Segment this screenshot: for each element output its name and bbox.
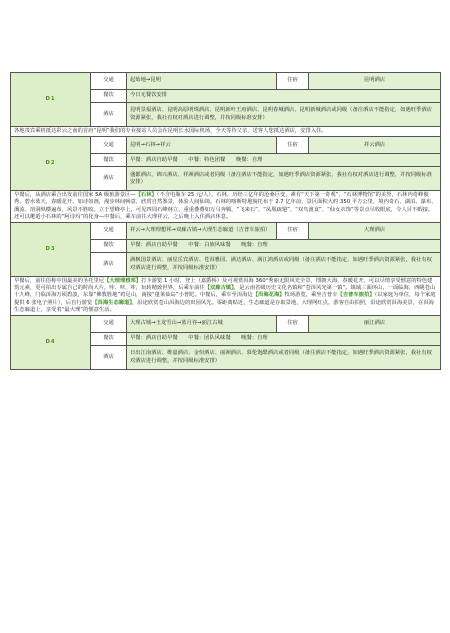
- stay-value: 丽江酒店: [309, 316, 441, 333]
- day-code: D3: [11, 223, 91, 277]
- meals-label: 餐饮: [91, 90, 127, 103]
- description-text: （不含电瓶车 25 元/人）。石林，历经三亿年的沧桑巨变，素有“天下第一奇观”、“石林博物馆”的美誉，石林内奇峰俊秀，碧水蓝天，春暖花开，如诗如画，漫步林间畅意，欣赏自然鉴景，体验人间仙境。石林的喀斯特地貌托布于 2.7 亿年前，景区面积大约 350 平方公里，境内奇石、湖泊、瀑布、溪流、溶洞纵横遍布，风景不胜收。立于望峰亭上，可见四周石峰林立，重重叠叠如万马奔腾，“飞来石”、“凤凰疏翅”、“双鸟渡食”、“仙女衣饰”等景点尽收眼底，令人目不暇接。还可以邂逅小石林的“阿诗玛”的化身—中餐后，乘车前往大理祥云，之后晚上入住酒店休息。: [14, 192, 437, 220]
- meals-value: 今日无餐饮安排: [127, 90, 441, 103]
- day-header-row: [11, 137, 441, 154]
- day-code: D1: [11, 73, 91, 127]
- description-text: 早餐后，前往俗称中国最美的圣托里尼: [14, 278, 105, 285]
- hotel-label: 酒店: [91, 167, 127, 191]
- transport-value: 起始地→昆明: [127, 73, 277, 90]
- itinerary-table: [10, 72, 441, 370]
- hotel-label: 酒店: [91, 103, 127, 127]
- meals-label: 餐饮: [91, 154, 127, 167]
- stay-label: 住宿: [277, 223, 309, 240]
- meals-value: 早餐：酒店自助早餐 中餐：白族风味餐 晚餐：自理: [127, 240, 441, 253]
- day-description: [11, 191, 441, 223]
- day-description-row: [11, 191, 441, 223]
- highlight-attraction: 【石林】: [135, 192, 157, 199]
- transport-label: 交通: [91, 316, 127, 333]
- day-header-row: [11, 223, 441, 240]
- description-text: ，是云南省级历史文化名镇和“苍洱风光第一镇”。镇域三面环山，一面临海，西眺苍山十九峰，门临洱海万顷碧波，东靠“佛教胜地”鸡足山，南接“蓬莱仙岛”小普陀。中餐后，乘车至洱海边: [14, 285, 436, 299]
- transport-label: 交通: [91, 223, 127, 240]
- highlight-attraction: 【洱海花海】: [252, 292, 285, 299]
- day-description-row: [11, 127, 441, 137]
- stay-label: 住宿: [277, 137, 309, 154]
- hotel-label: 酒店: [91, 346, 127, 370]
- description-text: ，沿途欣赏苍山洱海边的田园风光。零距离贴近，生态廊道是存取景地，大理网红点，游客自由拍照，沿途欣赏洱海美景，在洱海生态廊道上，享受着“最大理”的惬意生活。: [14, 299, 434, 313]
- highlight-attraction: 【洱海生态廊道】: [92, 299, 132, 306]
- stay-value: 祥云酒店: [309, 137, 441, 154]
- transport-value: 昆明→石林→祥云: [127, 137, 277, 154]
- description-text: 牧场游览，乘坐吉普车: [284, 292, 338, 299]
- stay-value: 大理酒店: [309, 223, 441, 240]
- stay-value: 昆明酒店: [309, 73, 441, 90]
- transport-value: 祥云→大理理想邦→双廊古镇→大理生态廊道（吉普车旅拍）: [127, 223, 277, 240]
- meals-value: 早餐：酒店自助早餐 中餐：团队风味餐 晚餐：自理: [127, 333, 441, 346]
- meals-value: 早餐：酒店自助早餐 中餐：特色团餐 晚餐：自理: [127, 154, 441, 167]
- highlight-attraction: 【大理理想邦】: [104, 278, 142, 285]
- description-text: 打卡游览 1 小时，登上（嘉爵桥）及可观赏洱海 360°秀丽无限风光全景，图朝大海、春暖花开，可以尽情享受惬意的特色建筑元素，更可拍出专属自己的时尚大片，咔、咔、咔，玩转精致世界，后乘车前往: [14, 278, 433, 292]
- day-description: [11, 277, 441, 316]
- hotel-value: 盛都酒店、锦兴酒店、祥洲酒店或者同级（备注酒店不能指定，如遇旺季酒店资源紧张，我社有权对酒店进行调整，并按同级标准安排）: [127, 167, 441, 191]
- stay-label: 住宿: [277, 73, 309, 90]
- description-text: 各地贵宾乘机抵达彩云之南的首府“昆明”我们的专业接站人员会在昆明长水国际机场，全天等待父亲，送客人您抵达酒店，安排入住。: [14, 128, 327, 134]
- day-description: [11, 127, 441, 137]
- transport-label: 交通: [91, 137, 127, 154]
- hotel-value: 满枫国景酒店、丽星岳宾酒店、苍洱雅园、满达酒店、满江鸿酒店或同级（备注酒店不能指定，如遇旺季酒店资源紧张，我社有权对酒店进行调整，并按同级标准安排）: [127, 253, 441, 277]
- day-code: D2: [11, 137, 91, 191]
- transport-label: 交通: [91, 73, 127, 90]
- day-description-row: [11, 277, 441, 316]
- day-header-row: [11, 73, 441, 90]
- meals-label: 餐饮: [91, 333, 127, 346]
- description-text: （以家庭为单位，每个家庭提供 6 张电子照片），后自行游览: [14, 292, 436, 306]
- hotel-value: 日出江南酒店、维嘉酒店、金恒酒店、丽洲酒店、慕伦饱酷酒店或者同级（备注酒店不能指定，如遇旺季酒店资源紧张，我社有权对酒店进行调整，并按同级标准安排）: [127, 346, 441, 370]
- transport-value: 大理古城→玉龙雪山→蓝月谷→丽江古城: [127, 316, 277, 333]
- day-header-row: [11, 316, 441, 333]
- description-text: 早餐后，从酒店乘合出发前往国家 5A 级旅游景区—: [14, 192, 136, 199]
- hotel-label: 酒店: [91, 253, 127, 277]
- itinerary-page: [10, 0, 440, 370]
- highlight-attraction: 【吉普车旅拍】: [337, 292, 375, 299]
- hotel-value: 昆明景福酒店、昆明高原明珠酒店、昆明新叶王府酒店、昆明春城酒店、昆明新城酒店或同级（备注酒店不能指定，如遇旺季酒店资源紧张，我社有权对酒店进行调整，并按同级标准安排）: [127, 103, 441, 127]
- highlight-attraction: 【双廊古镇】: [204, 285, 234, 292]
- meals-label: 餐饮: [91, 240, 127, 253]
- stay-label: 住宿: [277, 316, 309, 333]
- day-code: D4: [11, 316, 91, 370]
